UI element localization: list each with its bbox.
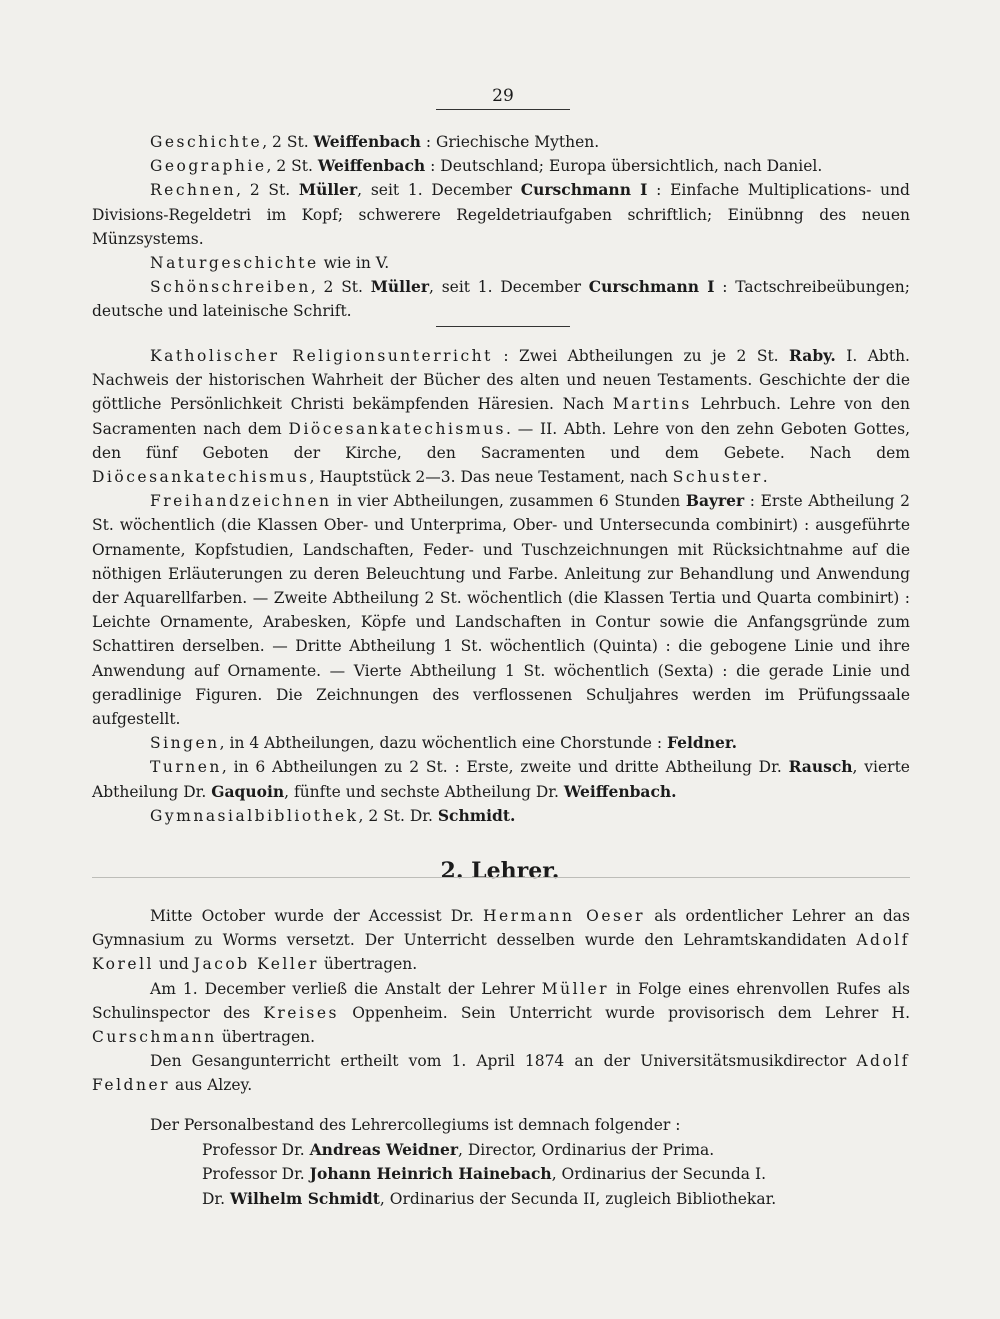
subjects-block-2 bbox=[92, 344, 910, 828]
page-number: 29 bbox=[436, 86, 570, 110]
subject-rechnen: Rechnen, 2 St. Müller, seit 1. December Curschmann I : Einfache Multiplications- und Divisions-Regeldetri im Kopf; schwerere Regeldetriaufgaben schriftlich; Einübnng des neuen Münzsystems. bbox=[92, 180, 910, 248]
staff-list bbox=[150, 1113, 910, 1211]
subject-naturgeschichte: Naturgeschichte wie in V. bbox=[150, 254, 390, 273]
subject-schoenschreiben: Schönschreiben, 2 St. Müller, seit 1. December Curschmann I : Tactschreibeübungen; deutsche und lateinische Schrift. bbox=[92, 277, 910, 321]
section-divider bbox=[436, 326, 570, 327]
paragraph-mueller: Am 1. December verließ die Anstalt der Lehrer Müller in Folge eines ehrenvollen Rufes als Schulinspector des Kreises Oppenheim. Sein Unterricht wurde provisorisch dem Lehrer H. Curschmann übertragen. bbox=[92, 979, 910, 1047]
paragraph-religion: Katholischer Religionsunterricht : Zwei Abtheilungen zu je 2 St. Raby. I. Abth. Nachweis der historischen Wahrheit der Bücher des alten und neuen Testaments. Geschichte der die göttliche Persönlichkeit Christi bekämpfenden Häresien. Nach Martins Lehrbuch. Lehre von den Sacramenten nach dem Diöcesankatechismus. — II. Abth. Lehre von den zehn Geboten Gottes, den fünf Geboten der Kirche, den Sacramenten und dem Gebete. Nach dem Diöcesankatechismus, Hauptstück 2—3. Das neue Testament, nach Schuster. bbox=[92, 346, 910, 487]
staff-member: Professor Dr. Johann Heinrich Hainebach, Ordinarius der Secunda I. bbox=[202, 1164, 767, 1183]
staff-member: Professor Dr. Andreas Weidner, Director, Ordinarius der Prima. bbox=[202, 1139, 715, 1159]
paragraph-oeser: Mitte October wurde der Accessist Dr. Hermann Oeser als ordentlicher Lehrer an das Gymnasium zu Worms versetzt. Der Unterricht desselben wurde den Lehramtskandidaten Adolf Korell und Jacob Keller übertragen. bbox=[92, 907, 910, 974]
paragraph-feldner: Den Gesangunterricht ertheilt vom 1. April 1874 an der Universitätsmusikdirector Adolf Feldner aus Alzey. bbox=[92, 1052, 910, 1095]
paragraph-singen: Singen, in 4 Abtheilungen, dazu wöchentlich eine Chorstunde : Feldner. bbox=[150, 733, 737, 753]
paragraph-turnen: Turnen, in 6 Abtheilungen zu 2 St. : Erste, zweite und dritte Abtheilung Dr. Rausch, vierte Abtheilung Dr. Gaquoin, fünfte und sechste Abtheilung Dr. Weiffenbach. bbox=[92, 757, 910, 801]
paragraph-freihandzeichnen: Freihandzeichnen in vier Abtheilungen, zusammen 6 Stunden Bayrer : Erste Abtheilung 2 St. wöchentlich (die Klassen Ober- und Unterprima, Ober- und Untersecunda combinirt) : ausgeführte Ornamente, Kopfstudien, Landschaften, Feder- und Tuschzeichnungen mit Rücksichtnahme auf die nöthigen Erläuterungen zu deren Beleuchtung und Farbe. Anleitung zur Behandlung und Anwendung der Aquarellfarben. — Zweite Abtheilung 2 St. wöchentlich (die Klassen Tertia und Quarta combinirt) : Leichte Ornamente, Arabesken, Köpfe und Landschaften in Contur sowie die Anfangsgründe zum Schattiren derselben. — Dritte Abtheilung 1 St. wöchentlich (Quinta) : die gebogene Linie und ihre Anwendung auf Ornamente. — Vierte Abtheilung 1 St. wöchentlich (Sexta) : die gerade Linie und geradlinige Figuren. Die Zeichnungen des verflossenen Schuljahres werden im Prüfungssaale aufgestellt. bbox=[92, 491, 910, 729]
bleed-through-rule bbox=[92, 877, 910, 878]
subject-geschichte: Geschichte, 2 St. Weiffenbach : Griechische Mythen. bbox=[150, 132, 600, 151]
subjects-block bbox=[92, 130, 910, 324]
staff-member: Dr. Wilhelm Schmidt, Ordinarius der Secunda II, zugleich Bibliothekar. bbox=[202, 1188, 777, 1208]
staff-intro: Der Personalbestand des Lehrercollegiums ist demnach folgender : bbox=[150, 1116, 681, 1134]
paragraph-bibliothek: Gymnasialbibliothek, 2 St. Dr. Schmidt. bbox=[150, 805, 516, 825]
section-title: 2. Lehrer. bbox=[440, 858, 560, 884]
section2-body bbox=[92, 904, 910, 1098]
subject-geographie: Geographie, 2 St. Weiffenbach : Deutschland; Europa übersichtlich, nach Daniel. bbox=[150, 156, 823, 176]
